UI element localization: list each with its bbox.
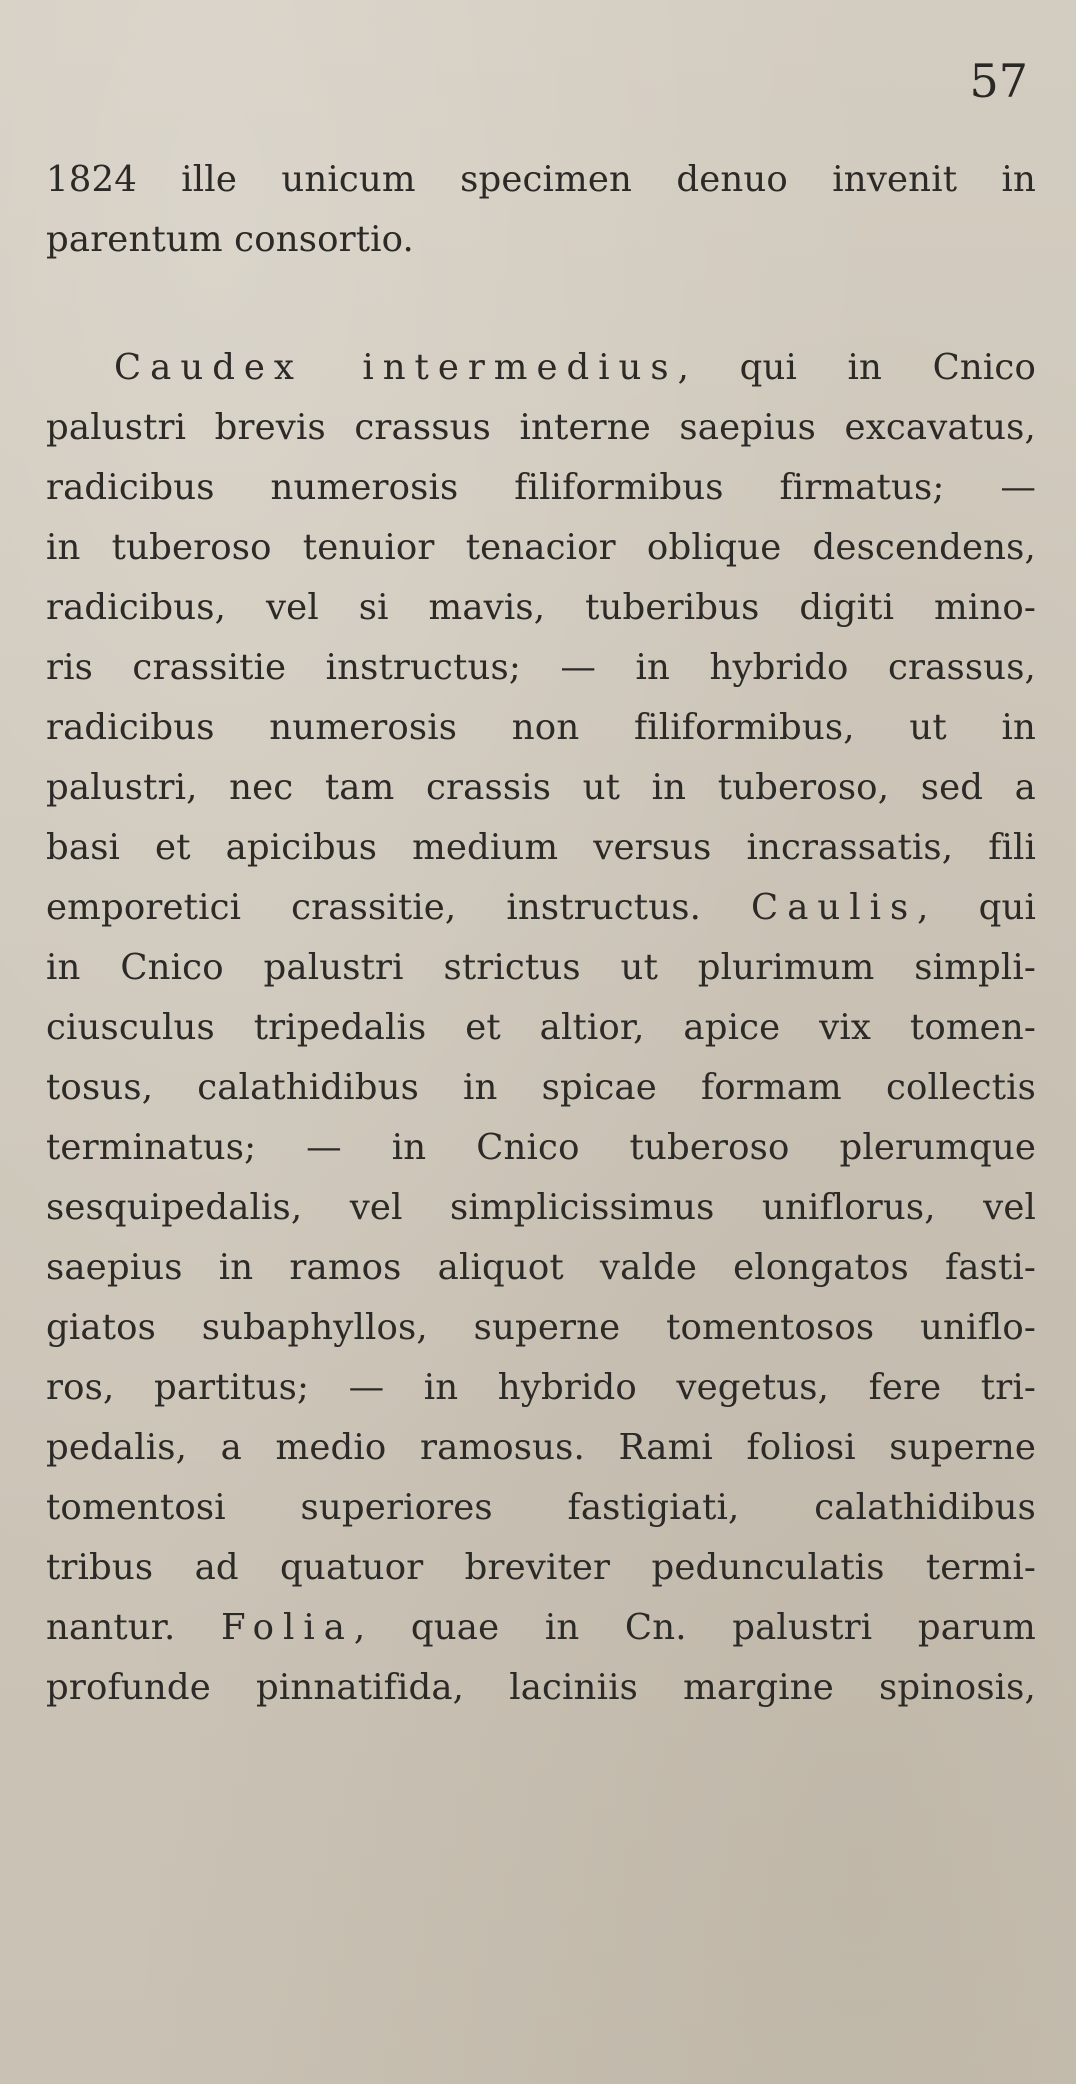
paragraph-1 bbox=[46, 150, 1036, 270]
text-line: radicibus numerosis filiformibus firmatus; — bbox=[46, 467, 1036, 508]
text-line bbox=[46, 1598, 1036, 1658]
text-line: terminatus; — in Cnico tuberoso plerumque bbox=[46, 1127, 1036, 1168]
text-fragment: , qui bbox=[917, 887, 1037, 928]
text-line: palustri brevis crassus interne saepius excavatus, bbox=[46, 407, 1036, 448]
text-line: in tuberoso tenuior tenacior oblique descendens, bbox=[46, 527, 1036, 568]
text-line: palustri, nec tam crassis ut in tuberoso, sed a bbox=[46, 767, 1036, 808]
text-line: tosus, calathidibus in spicae formam collectis bbox=[46, 1067, 1036, 1108]
text-line: profunde pinnatifida, laciniis margine spinosis, bbox=[46, 1667, 1036, 1708]
page-number: 57 bbox=[969, 54, 1028, 108]
text-line: radicibus, vel si mavis, tuberibus digiti mino- bbox=[46, 587, 1036, 628]
spaced-term-folia: Folia bbox=[220, 1607, 354, 1648]
text-line bbox=[46, 878, 1036, 938]
text-line: pedalis, a medio ramosus. Rami foliosi superne bbox=[46, 1427, 1036, 1468]
text-fragment: nantur. bbox=[46, 1607, 221, 1648]
text-line: sesquipedalis, vel simplicissimus uniflorus, vel bbox=[46, 1187, 1036, 1228]
text-line: parentum consortio. bbox=[46, 219, 414, 260]
text-line: tomentosi superiores fastigiati, calathidibus bbox=[46, 1487, 1036, 1528]
text-line: in Cnico palustri strictus ut plurimum simpli- bbox=[46, 947, 1036, 988]
text-line: ros, partitus; — in hybrido vegetus, fere tri- bbox=[46, 1367, 1036, 1408]
text-fragment: , qui in Cnico bbox=[677, 347, 1036, 388]
text-line: giatos subaphyllos, superne tomentosos uniflo- bbox=[46, 1307, 1036, 1348]
paragraph-gap bbox=[46, 270, 1036, 338]
text-fragment: emporetici crassitie, instructus. bbox=[46, 887, 752, 928]
text-line: radicibus numerosis non filiformibus, ut in bbox=[46, 707, 1036, 748]
text-line bbox=[46, 338, 1036, 398]
text-line: saepius in ramos aliquot valde elongatos fasti- bbox=[46, 1247, 1036, 1288]
text-line: ris crassitie instructus; — in hybrido crassus, bbox=[46, 647, 1036, 688]
paragraph-2 bbox=[46, 338, 1036, 1718]
text-line: 1824 ille unicum specimen denuo invenit in bbox=[46, 159, 1036, 200]
body-text bbox=[46, 150, 1036, 1718]
text-line: tribus ad quatuor breviter pedunculatis termi- bbox=[46, 1547, 1036, 1588]
spaced-term-caudex: Caudex intermedius bbox=[114, 347, 678, 388]
text-line: basi et apicibus medium versus incrassatis, fili bbox=[46, 827, 1036, 868]
text-line: ciusculus tripedalis et altior, apice vix tomen- bbox=[46, 1007, 1036, 1048]
text-fragment: , quae in Cn. palustri parum bbox=[353, 1607, 1036, 1648]
spaced-term-caulis: Caulis bbox=[751, 887, 918, 928]
